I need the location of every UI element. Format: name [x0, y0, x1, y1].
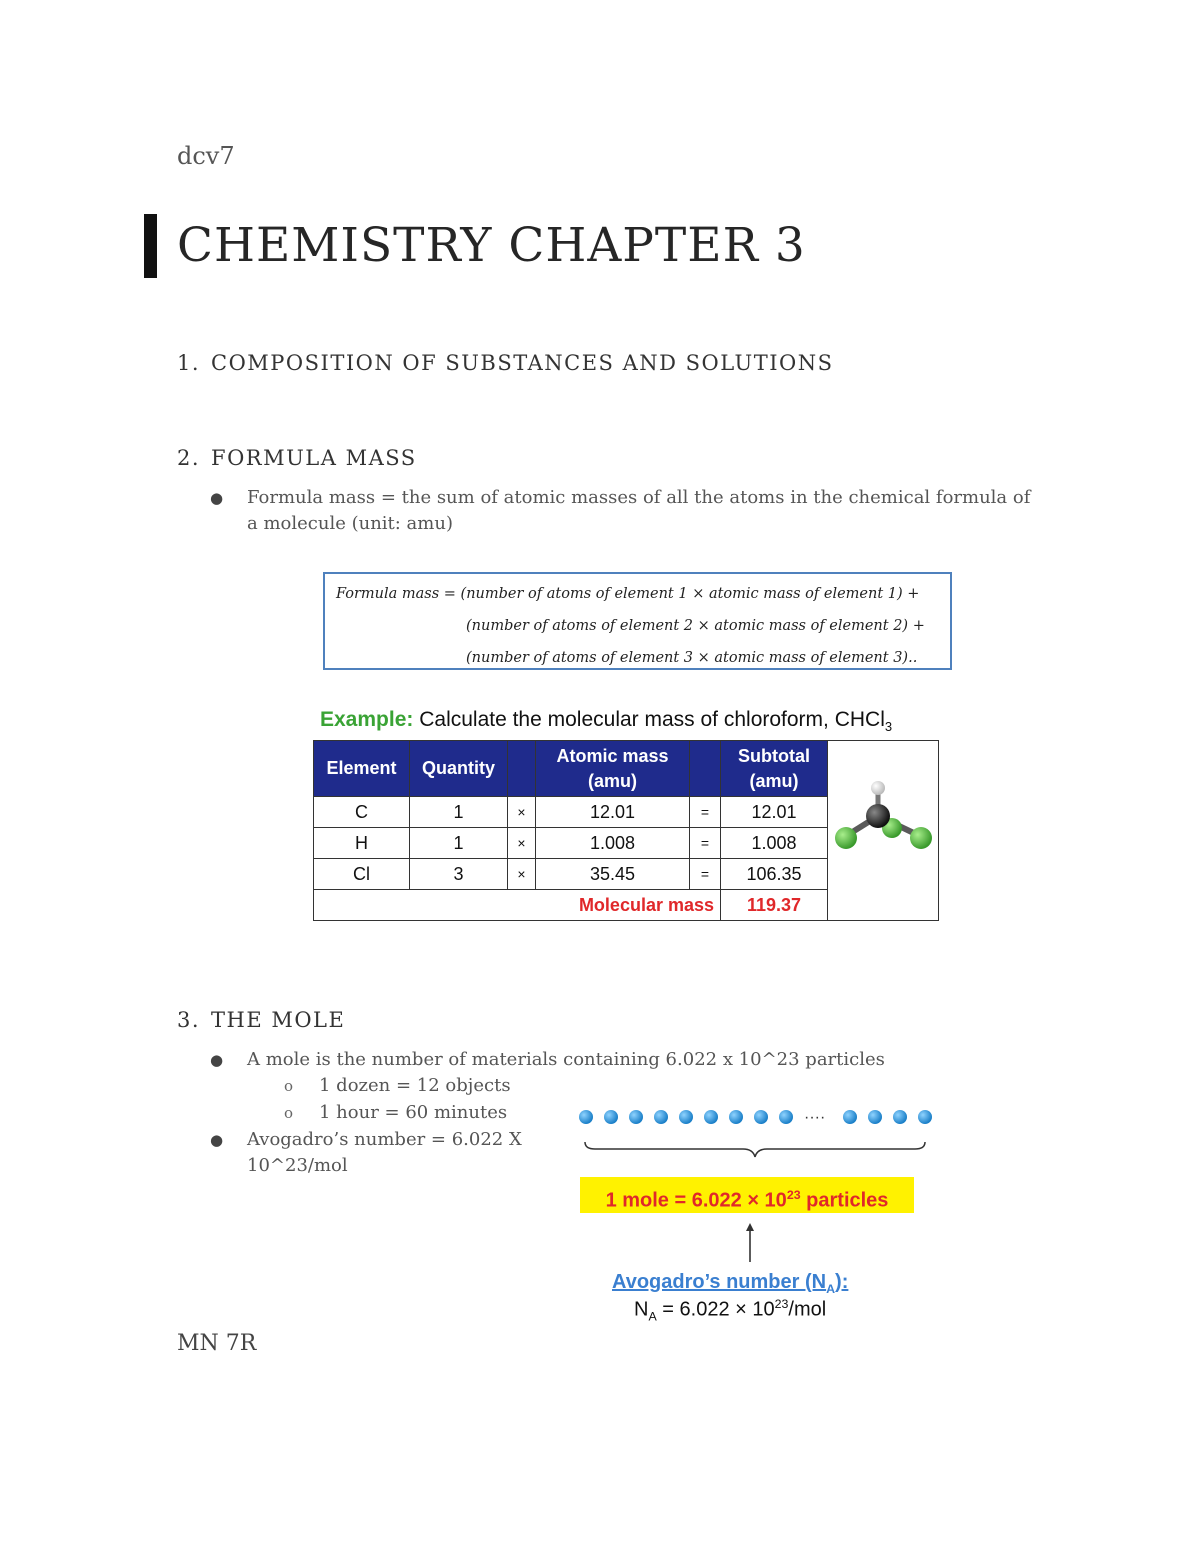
cell-equals: = [690, 828, 721, 859]
molecular-mass-table [313, 740, 939, 921]
example-subscript: 3 [884, 719, 893, 735]
banner-suffix: particles [800, 1189, 889, 1212]
avo-eq-exponent: 23 [774, 1297, 789, 1311]
mole-example-hour: 1 hour = 60 minutes [319, 1102, 508, 1123]
formula-line-3: (number of atoms of element 3 × atomic mass of element 3).. [466, 650, 918, 666]
header-atomic-mass-line2: (amu) [588, 770, 637, 791]
header-subtotal [721, 741, 828, 797]
cell-atomic-mass: 35.45 [536, 859, 690, 890]
footer-text: MN 7R [177, 1331, 257, 1356]
avo-eq-symbol: N [634, 1298, 649, 1321]
banner-exponent: 23 [786, 1188, 801, 1202]
cell-atomic-mass: 1.008 [536, 828, 690, 859]
chloroform-molecule-icon [828, 768, 938, 888]
cell-quantity: 1 [410, 828, 508, 859]
sub-bullet-icon: o [284, 1077, 294, 1095]
cell-quantity: 1 [410, 797, 508, 828]
header-subtotal-line2: (amu) [749, 770, 799, 791]
definition-line-2: a molecule (unit: amu) [247, 513, 453, 534]
avo-name-suffix: ): [835, 1271, 849, 1293]
avogadro-equation [634, 1297, 826, 1324]
cell-element: H [314, 828, 410, 859]
header-text: dcv7 [177, 142, 235, 170]
cell-equals: = [690, 859, 721, 890]
section-heading-formula-mass [177, 446, 417, 470]
cell-atomic-mass: 12.01 [536, 797, 690, 828]
formula-mass-definition [247, 485, 1047, 537]
header-element: Element [314, 741, 410, 797]
section-heading-composition [177, 351, 834, 375]
section-number: 1. [177, 351, 201, 375]
formula-line-2: (number of atoms of element 2 × atomic mass of element 2) + [466, 618, 925, 634]
brace-icon [585, 1142, 925, 1157]
cell-element: C [314, 797, 410, 828]
header-subtotal-line1: Subtotal [738, 745, 810, 766]
avo-eq-subscript: A [648, 1309, 657, 1324]
page-title: CHEMISTRY CHAPTER 3 [177, 218, 806, 273]
cell-times: × [508, 859, 536, 890]
definition-line-1: Formula mass = the sum of atomic masses of all the atoms in the chemical formula of [247, 487, 1031, 508]
header-atomic-mass-line1: Atomic mass [556, 745, 669, 766]
avo-name-subscript: A [826, 1282, 836, 1296]
header-spacer [508, 741, 536, 797]
mole-definition: A mole is the number of materials containing 6.022 x 10^23 particles [247, 1049, 885, 1070]
section-heading-mole [177, 1008, 345, 1032]
bullet-icon: ● [210, 489, 224, 507]
example-text: Calculate the molecular mass of chloroform, CHCl [419, 708, 885, 731]
formula-mass-equation-box [323, 572, 952, 670]
avogadro-number-text [247, 1127, 522, 1179]
molecular-mass-label: Molecular mass [314, 890, 721, 921]
particle-dots [579, 1110, 932, 1124]
up-arrow-icon [742, 1222, 758, 1264]
section-title: THE MOLE [211, 1008, 346, 1032]
bullet-icon: ● [210, 1131, 224, 1149]
avogadro-line-2: 10^23/mol [247, 1155, 348, 1176]
header-quantity: Quantity [410, 741, 508, 797]
example-title [320, 708, 892, 734]
cell-times: × [508, 797, 536, 828]
avo-eq-unit: /mol [788, 1298, 827, 1321]
cell-element: Cl [314, 859, 410, 890]
bullet-icon: ● [210, 1051, 224, 1069]
mole-example-dozen: 1 dozen = 12 objects [319, 1075, 511, 1096]
section-title: FORMULA MASS [211, 446, 417, 470]
avo-name-prefix: Avogadro’s number (N [612, 1271, 827, 1293]
header-spacer [690, 741, 721, 797]
avogadro-line-1: Avogadro’s number = 6.022 X [247, 1129, 522, 1150]
formula-line-1: Formula mass = (number of atoms of element 1 × atomic mass of element 1) + [336, 586, 920, 602]
cell-quantity: 3 [410, 859, 508, 890]
section-number: 3. [177, 1008, 201, 1032]
header-atomic-mass [536, 741, 690, 797]
cell-subtotal: 106.35 [721, 859, 828, 890]
cell-times: × [508, 828, 536, 859]
molecule-image-cell [828, 741, 939, 921]
title-accent-bar [144, 214, 157, 278]
particles-ellipsis: ···· [804, 1109, 826, 1126]
section-number: 2. [177, 446, 201, 470]
cell-equals: = [690, 797, 721, 828]
avogadro-number-label [612, 1271, 848, 1296]
mole-definition-banner [580, 1177, 914, 1213]
avo-eq-value: = 6.022 × 10 [656, 1298, 775, 1321]
cell-subtotal: 12.01 [721, 797, 828, 828]
example-label: Example: [320, 708, 414, 731]
particles-diagram [575, 1104, 937, 1162]
sub-bullet-icon: o [284, 1104, 294, 1122]
cell-subtotal: 1.008 [721, 828, 828, 859]
molecular-mass-value: 119.37 [721, 890, 828, 921]
banner-prefix: 1 mole = 6.022 × 10 [605, 1189, 787, 1212]
section-title: COMPOSITION OF SUBSTANCES AND SOLUTIONS [211, 351, 834, 375]
